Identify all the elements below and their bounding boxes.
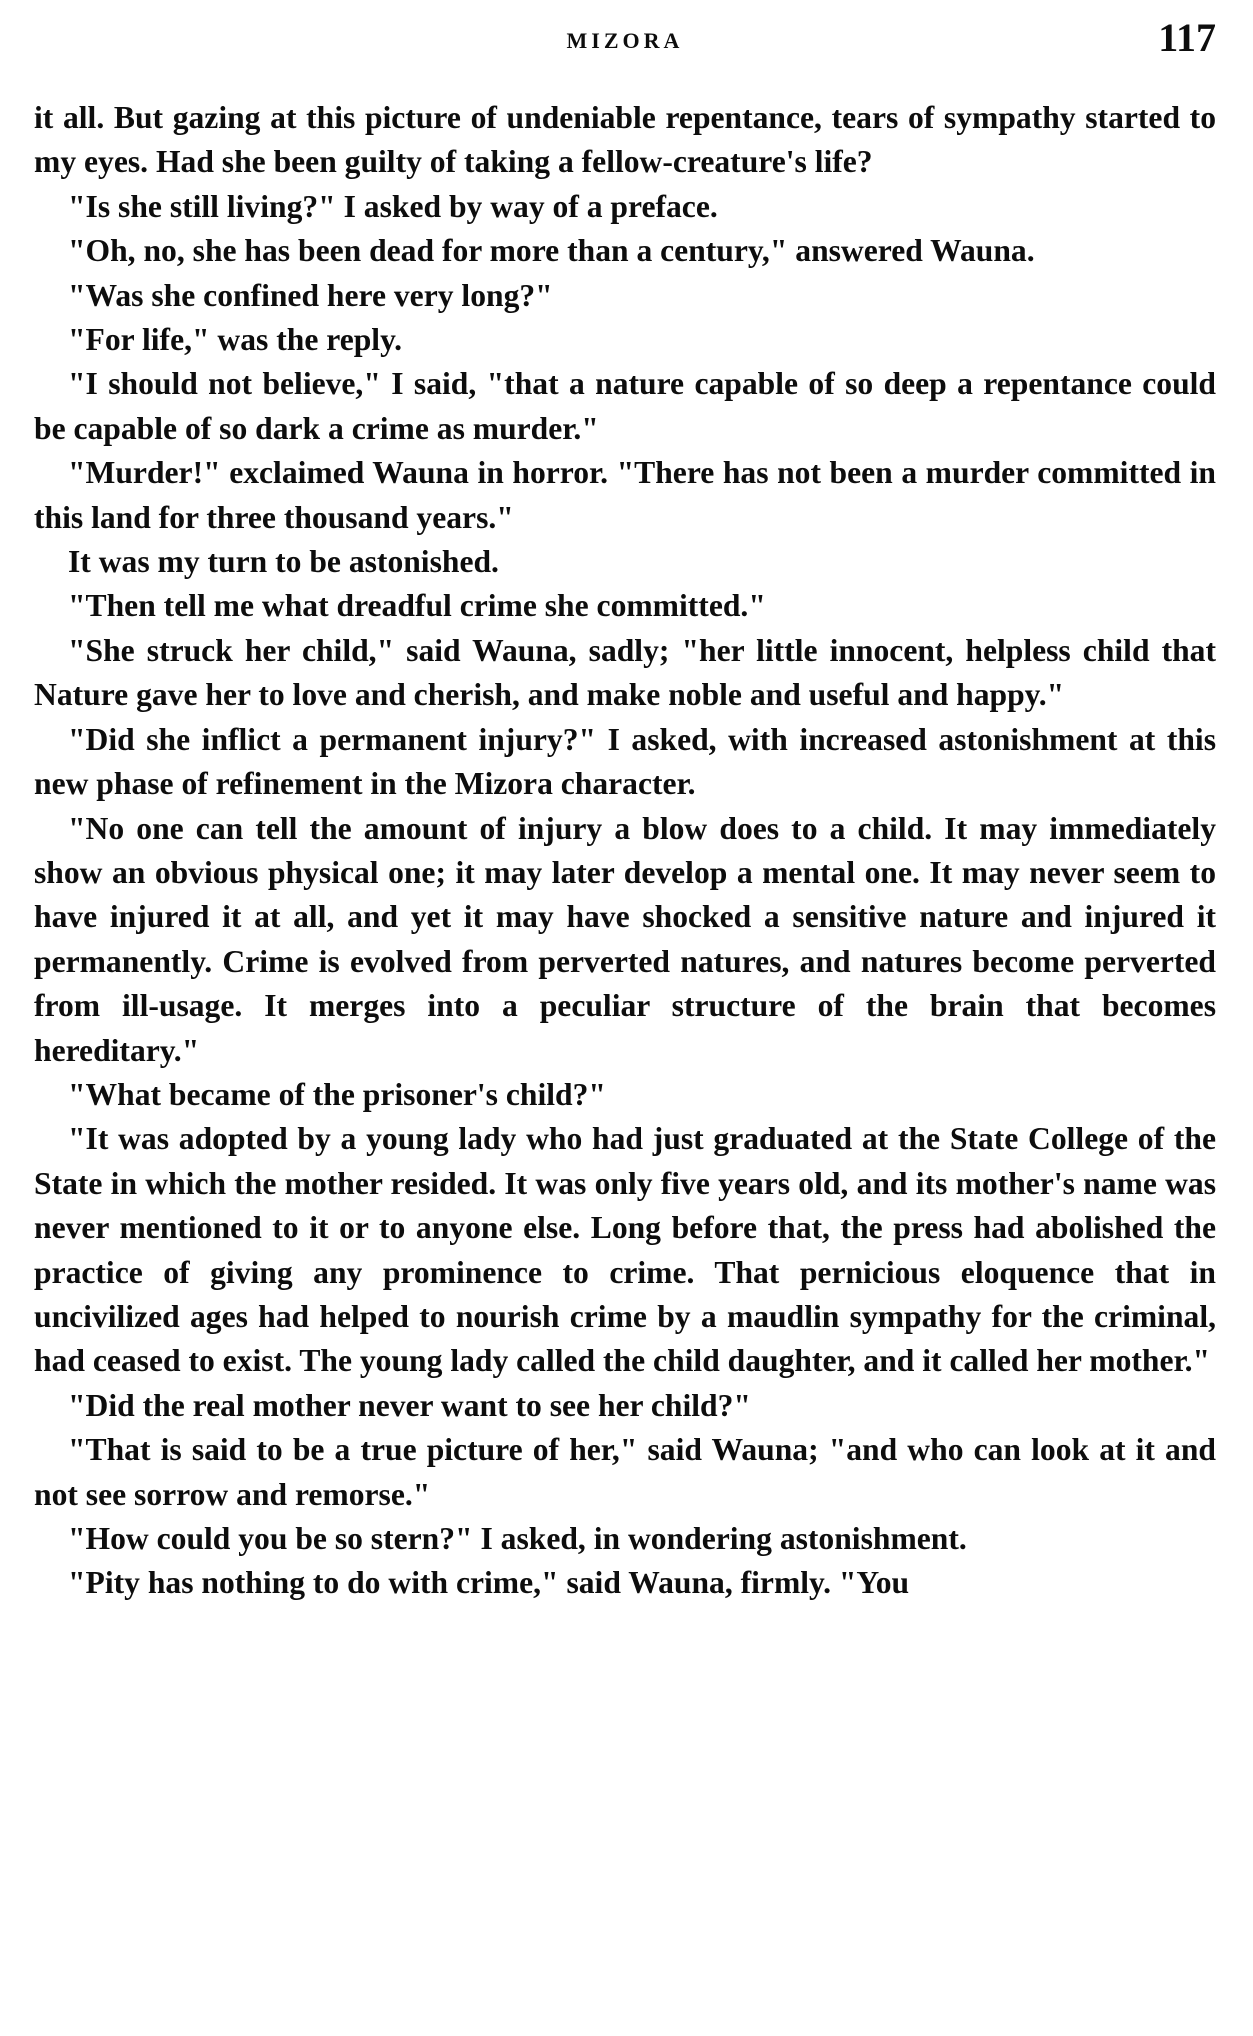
paragraph: "For life," was the reply. <box>68 322 403 358</box>
running-title: MIZORA <box>566 28 684 53</box>
paragraph: "Did she inflict a permanent injury?" I asked, with increased astonishment at this new phase of refinement in the Mizora character. <box>34 721 1216 802</box>
paragraph: "What became of the prisoner's child?" <box>68 1076 606 1112</box>
paragraph: "No one can tell the amount of injury a blow does to a child. It may immediately show an obvious physical one; it may later develop a mental one. It may never seem to have injured it at all, and yet it may have shocked a sensitive nature and injured it permanently. Crime is evolved from perverted natures, and natures become perverted from ill-usage. It merges into a peculiar structure of the brain that becomes hereditary." <box>34 810 1216 1068</box>
book-page <box>34 14 1216 2024</box>
paragraph: "Was she confined here very long?" <box>68 277 553 313</box>
paragraph: "It was adopted by a young lady who had just graduated at the State College of the State in which the mother resided. It was only five years old, and its mother's name was never mentioned to it or to anyone else. Long before that, the press had abolished the practice of giving any prominence to crime. That pernicious eloquence that in uncivilized ages had helped to nourish crime by a maudlin sympathy for the criminal, had ceased to exist. The young lady called the child daughter, and it called her mother." <box>34 1121 1216 1379</box>
paragraph: It was my turn to be astonished. <box>68 544 499 580</box>
running-head <box>34 14 1216 74</box>
paragraph: "Pity has nothing to do with crime," said Wauna, firmly. "You <box>68 1565 910 1601</box>
paragraph: "Did the real mother never want to see her child?" <box>68 1387 751 1423</box>
paragraph: "She struck her child," said Wauna, sadly; "her little innocent, helpless child that Nature gave her to love and cherish, and make noble and useful and happy." <box>34 632 1216 713</box>
paragraph: "That is said to be a true picture of her," said Wauna; "and who can look at it and not see sorrow and remorse." <box>34 1432 1216 1512</box>
paragraph: "I should not believe," I said, "that a nature capable of so deep a repentance could be capable of so dark a crime as murder." <box>34 366 1216 446</box>
paragraph: "Oh, no, she has been dead for more than a century," answered Wauna. <box>68 233 1035 269</box>
page-number: 117 <box>1158 15 1216 60</box>
paragraph: "How could you be so stern?" I asked, in wondering astonishment. <box>68 1521 967 1556</box>
body-text <box>34 96 1216 1606</box>
paragraph: "Is she still living?" I asked by way of a preface. <box>68 188 718 224</box>
paragraph: "Then tell me what dreadful crime she committed." <box>68 588 766 624</box>
paragraph: "Murder!" exclaimed Wauna in horror. "There has not been a murder committed in this land for three thousand years." <box>34 455 1216 535</box>
paragraph: it all. But gazing at this picture of undeniable repentance, tears of sympathy started to my eyes. Had she been guilty of taking a fellow-creature's life? <box>34 100 1216 180</box>
